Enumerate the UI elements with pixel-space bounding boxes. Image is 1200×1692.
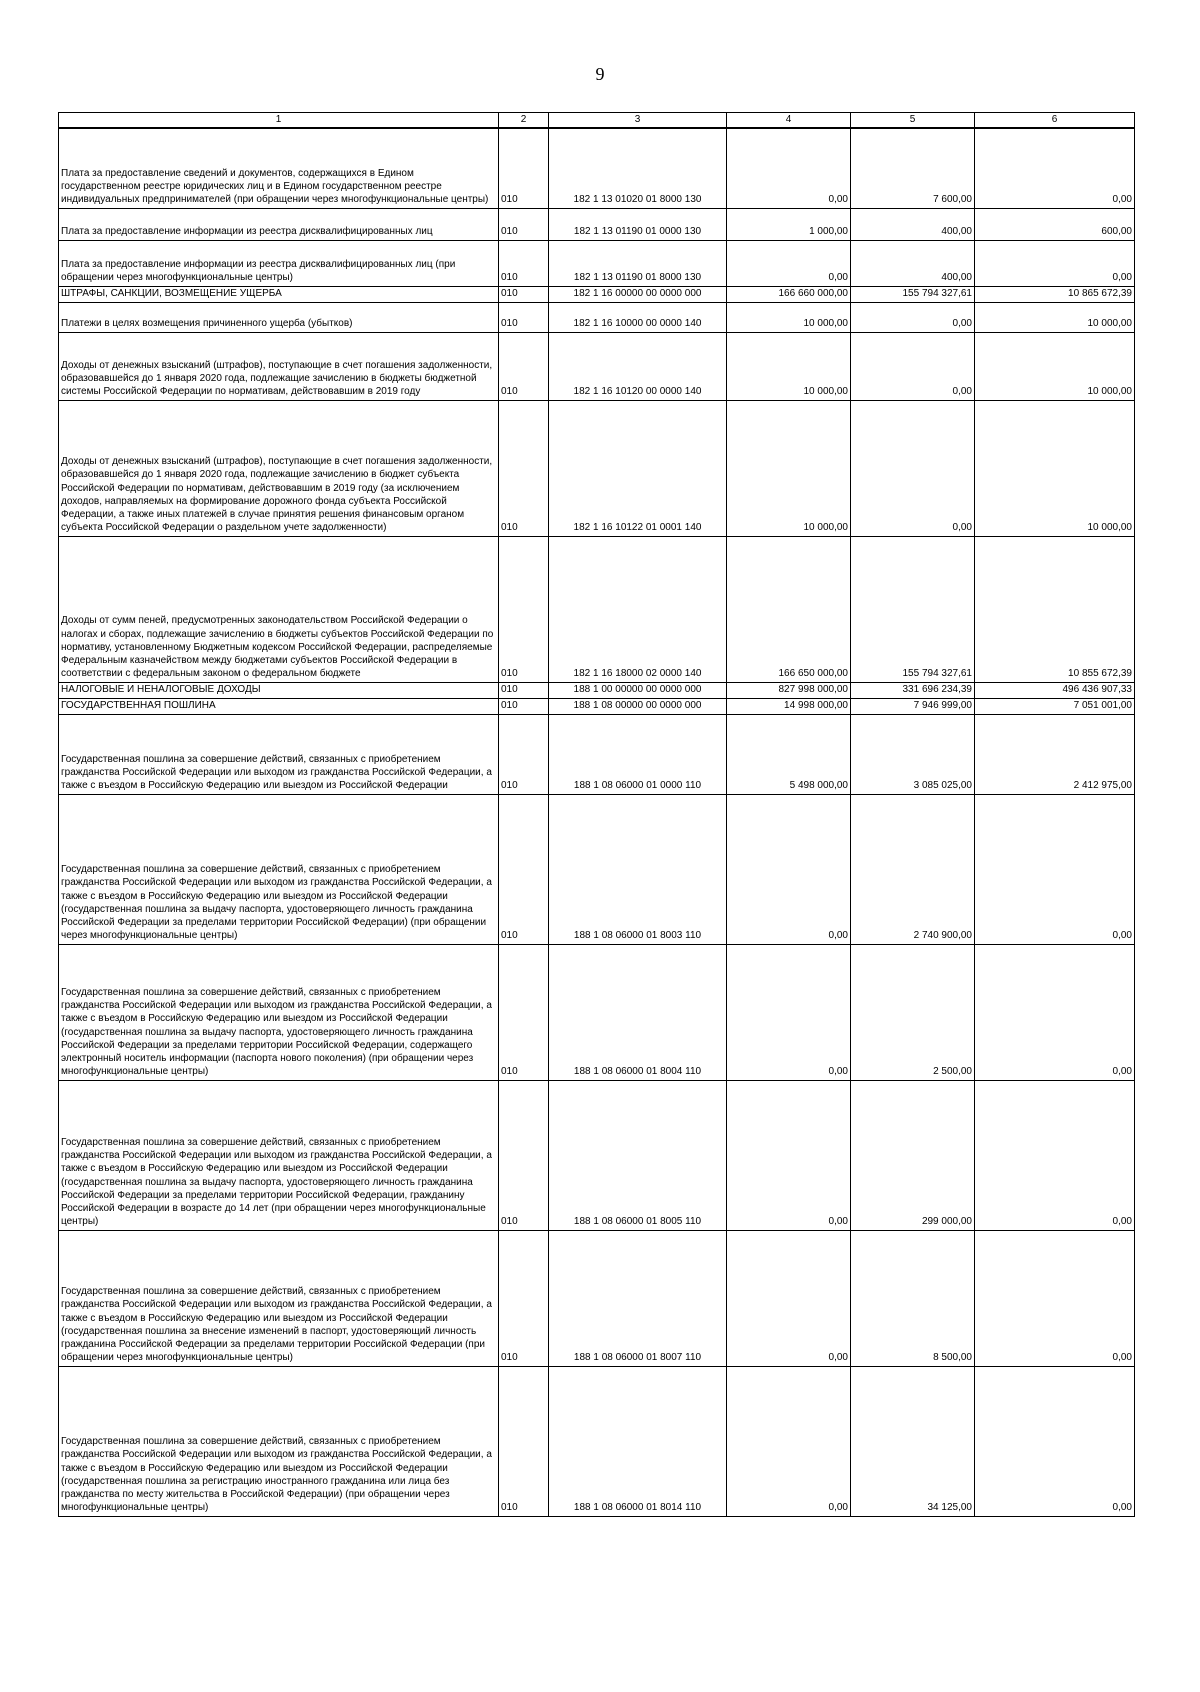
row-value-col6: 0,00 [975,128,1135,208]
row-description: Государственная пошлина за совершение действий, связанных с приобретением гражданства Российской Федерации или выходом из гражданства Российской Федерации, а также с въездом в Российскую Федерацию или выездом из Российской Федерации (государственная пошлина за регистрацию иностранного гражданина или лица без гражданства по месту жительства в Российской Федерации) (при обращении через многофункциональные центры) [59,1366,499,1516]
row-budget-classification-code: 182 1 13 01190 01 8000 130 [549,240,727,286]
row-budget-classification-code: 188 1 08 06000 01 8007 110 [549,1230,727,1366]
row-value-col6: 10 000,00 [975,400,1135,536]
row-value-col4: 0,00 [727,1230,851,1366]
table-row [59,794,1135,944]
row-value-col5: 331 696 234,39 [851,682,975,698]
row-value-col4: 5 498 000,00 [727,714,851,794]
row-value-col5: 400,00 [851,208,975,240]
row-budget-classification-code: 182 1 16 10122 01 0001 140 [549,400,727,536]
row-line-code: 010 [499,332,549,400]
row-value-col5: 8 500,00 [851,1230,975,1366]
row-description: Доходы от денежных взысканий (штрафов), поступающие в счет погашения задолженности, образовавшейся до 1 января 2020 года, подлежащие зачислению в бюджеты бюджетной системы Российской Федерации по нормативам, действовавшим в 2019 году [59,332,499,400]
row-value-col6: 496 436 907,33 [975,682,1135,698]
table-row [59,332,1135,400]
row-budget-classification-code: 188 1 08 06000 01 8003 110 [549,794,727,944]
row-description: Плата за предоставление сведений и документов, содержащихся в Едином государственном реестре юридических лиц и в Едином государственном реестре индивидуальных предпринимателей (при обращении через многофункциональные центры) [59,128,499,208]
row-line-code: 010 [499,944,549,1080]
row-description: Доходы от сумм пеней, предусмотренных законодательством Российской Федерации о налогах и сборах, подлежащие зачислению в бюджеты субъектов Российской Федерации по нормативу, установленному Бюджетным кодексом Российской Федерации, распределяемые Федеральным казначейством между бюджетами субъектов Российской Федерации в соответствии с федеральным законом о федеральном бюджете [59,536,499,682]
column-header: 1 [59,113,499,129]
row-value-col5: 0,00 [851,400,975,536]
row-value-col5: 400,00 [851,240,975,286]
row-value-col5: 155 794 327,61 [851,536,975,682]
row-value-col6: 10 865 672,39 [975,286,1135,302]
row-value-col4: 827 998 000,00 [727,682,851,698]
table-row [59,240,1135,286]
table-row [59,1230,1135,1366]
row-value-col4: 166 650 000,00 [727,536,851,682]
row-line-code: 010 [499,794,549,944]
row-line-code: 010 [499,302,549,332]
row-budget-classification-code: 188 1 00 00000 00 0000 000 [549,682,727,698]
row-value-col6: 600,00 [975,208,1135,240]
row-value-col5: 2 500,00 [851,944,975,1080]
table-row [59,208,1135,240]
row-value-col4: 0,00 [727,944,851,1080]
row-line-code: 010 [499,128,549,208]
table-row [59,128,1135,208]
row-line-code: 010 [499,714,549,794]
row-budget-classification-code: 182 1 16 18000 02 0000 140 [549,536,727,682]
row-value-col4: 1 000,00 [727,208,851,240]
table-row [59,698,1135,714]
row-value-col4: 0,00 [727,794,851,944]
row-value-col5: 0,00 [851,332,975,400]
row-description: Государственная пошлина за совершение действий, связанных с приобретением гражданства Российской Федерации или выходом из гражданства Российской Федерации, а также с въездом в Российскую Федерацию или выездом из Российской Федерации [59,714,499,794]
row-line-code: 010 [499,240,549,286]
row-value-col5: 3 085 025,00 [851,714,975,794]
row-line-code: 010 [499,208,549,240]
page-number: 9 [595,64,605,84]
row-line-code: 010 [499,682,549,698]
row-description: Государственная пошлина за совершение действий, связанных с приобретением гражданства Российской Федерации или выходом из гражданства Российской Федерации, а также с въездом в Российскую Федерацию или выездом из Российской Федерации (государственная пошлина за выдачу паспорта, удостоверяющего личность гражданина Российской Федерации за пределами территории Российской Федерации) (при обращении через многофункциональные центры) [59,794,499,944]
table-row [59,400,1135,536]
row-description: ГОСУДАРСТВЕННАЯ ПОШЛИНА [59,698,499,714]
row-value-col6: 0,00 [975,1366,1135,1516]
row-description: Государственная пошлина за совершение действий, связанных с приобретением гражданства Российской Федерации или выходом из гражданства Российской Федерации, а также с въездом в Российскую Федерацию или выездом из Российской Федерации (государственная пошлина за выдачу паспорта, удостоверяющего личность гражданина Российской Федерации за пределами территории Российской Федерации, содержащего электронный носитель информации (паспорта нового поколения) (при обращении через многофункциональные центры) [59,944,499,1080]
row-budget-classification-code: 182 1 16 00000 00 0000 000 [549,286,727,302]
row-value-col6: 10 000,00 [975,302,1135,332]
row-line-code: 010 [499,286,549,302]
row-value-col4: 166 660 000,00 [727,286,851,302]
table-row [59,1366,1135,1516]
row-line-code: 010 [499,400,549,536]
column-header: 6 [975,113,1135,129]
row-value-col6: 0,00 [975,794,1135,944]
row-description: Плата за предоставление информации из реестра дисквалифицированных лиц [59,208,499,240]
row-value-col6: 0,00 [975,240,1135,286]
column-header: 3 [549,113,727,129]
row-value-col6: 0,00 [975,1080,1135,1230]
row-value-col4: 0,00 [727,240,851,286]
row-value-col5: 7 600,00 [851,128,975,208]
table-row [59,302,1135,332]
table-row [59,682,1135,698]
row-value-col5: 299 000,00 [851,1080,975,1230]
row-description: Государственная пошлина за совершение действий, связанных с приобретением гражданства Российской Федерации или выходом из гражданства Российской Федерации, а также с въездом в Российскую Федерацию или выездом из Российской Федерации (государственная пошлина за внесение изменений в паспорт, удостоверяющий личность гражданина Российской Федерации за пределами территории Российской Федерации (при обращении через многофункциональные центры) [59,1230,499,1366]
row-value-col5: 34 125,00 [851,1366,975,1516]
row-value-col4: 0,00 [727,1366,851,1516]
row-description: Доходы от денежных взысканий (штрафов), поступающие в счет погашения задолженности, образовавшейся до 1 января 2020 года, подлежащие зачислению в бюджет субъекта Российской Федерации по нормативам, действовавшим в 2019 году (за исключением доходов, направляемых на формирование дорожного фонда субъекта Российской Федерации, а также иных платежей в случае принятия решения финансовым органом субъекта Российской Федерации о раздельном учете задолженности) [59,400,499,536]
row-value-col4: 10 000,00 [727,302,851,332]
table-row [59,1080,1135,1230]
row-value-col5: 2 740 900,00 [851,794,975,944]
table-row [59,286,1135,302]
row-value-col6: 0,00 [975,944,1135,1080]
table-row [59,536,1135,682]
row-description: Платежи в целях возмещения причиненного ущерба (убытков) [59,302,499,332]
row-value-col6: 10 855 672,39 [975,536,1135,682]
row-budget-classification-code: 188 1 08 06000 01 8005 110 [549,1080,727,1230]
row-budget-classification-code: 188 1 08 00000 00 0000 000 [549,698,727,714]
row-description: Плата за предоставление информации из реестра дисквалифицированных лиц (при обращении через многофункциональные центры) [59,240,499,286]
row-budget-classification-code: 182 1 16 10120 00 0000 140 [549,332,727,400]
column-header: 5 [851,113,975,129]
row-line-code: 010 [499,1080,549,1230]
row-line-code: 010 [499,698,549,714]
row-budget-classification-code: 188 1 08 06000 01 8004 110 [549,944,727,1080]
row-budget-classification-code: 182 1 16 10000 00 0000 140 [549,302,727,332]
row-line-code: 010 [499,1366,549,1516]
row-value-col4: 0,00 [727,1080,851,1230]
row-value-col6: 2 412 975,00 [975,714,1135,794]
row-budget-classification-code: 188 1 08 06000 01 8014 110 [549,1366,727,1516]
column-header: 4 [727,113,851,129]
revenue-table [58,112,1135,1517]
row-description: Государственная пошлина за совершение действий, связанных с приобретением гражданства Российской Федерации или выходом из гражданства Российской Федерации, а также с въездом в Российскую Федерацию или выездом из Российской Федерации (государственная пошлина за выдачу паспорта, удостоверяющего личность гражданина Российской Федерации за пределами территории Российской Федерации, гражданину Российской Федерации в возрасте до 14 лет (при обращении через многофункциональные центры) [59,1080,499,1230]
column-header: 2 [499,113,549,129]
row-description: НАЛОГОВЫЕ И НЕНАЛОГОВЫЕ ДОХОДЫ [59,682,499,698]
row-value-col4: 10 000,00 [727,332,851,400]
table-header-row [59,113,1135,129]
row-value-col4: 14 998 000,00 [727,698,851,714]
row-value-col5: 155 794 327,61 [851,286,975,302]
row-budget-classification-code: 188 1 08 06000 01 0000 110 [549,714,727,794]
row-description: ШТРАФЫ, САНКЦИИ, ВОЗМЕЩЕНИЕ УЩЕРБА [59,286,499,302]
row-value-col6: 0,00 [975,1230,1135,1366]
row-value-col6: 10 000,00 [975,332,1135,400]
table-row [59,944,1135,1080]
row-line-code: 010 [499,1230,549,1366]
row-value-col5: 7 946 999,00 [851,698,975,714]
row-line-code: 010 [499,536,549,682]
row-value-col5: 0,00 [851,302,975,332]
row-value-col4: 10 000,00 [727,400,851,536]
row-budget-classification-code: 182 1 13 01020 01 8000 130 [549,128,727,208]
table-row [59,714,1135,794]
row-value-col4: 0,00 [727,128,851,208]
row-value-col6: 7 051 001,00 [975,698,1135,714]
row-budget-classification-code: 182 1 13 01190 01 0000 130 [549,208,727,240]
